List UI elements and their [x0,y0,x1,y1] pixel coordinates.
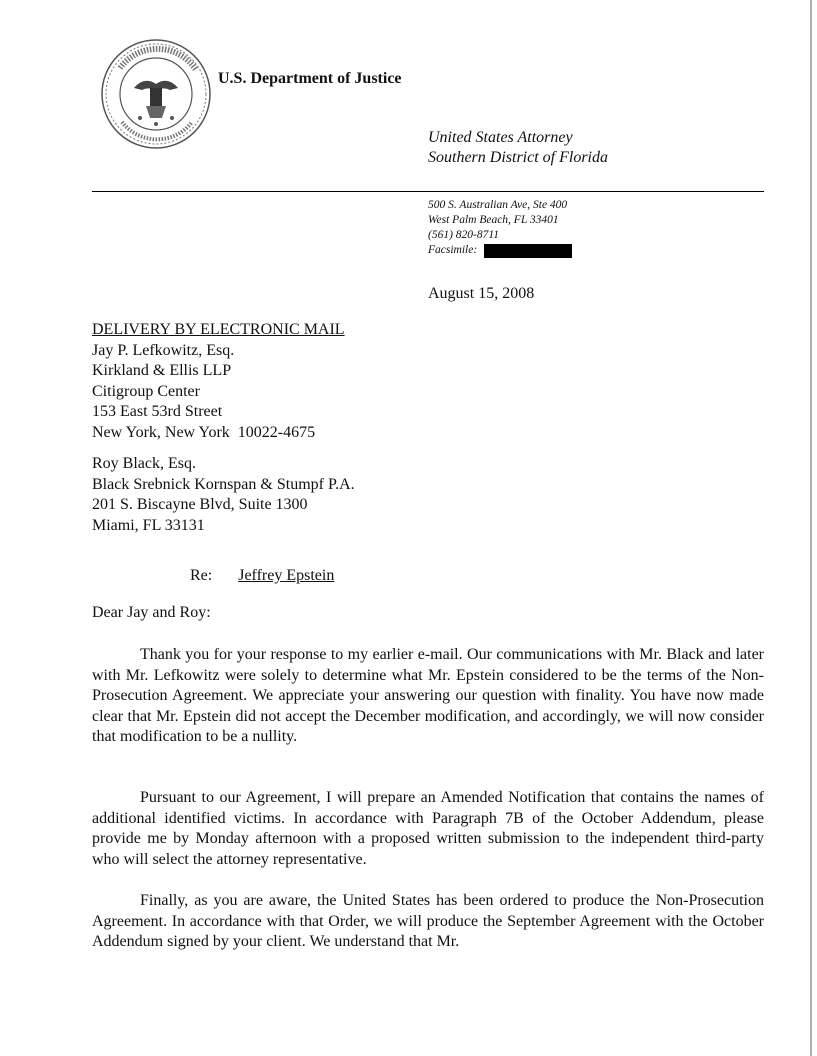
body-paragraph-2 [92,788,764,870]
address-phone: (561) 820-8711 [428,229,500,241]
letterhead-divider [92,191,764,192]
body-paragraph-3-text: Finally, as you are aware, the United States has been ordered to produce the Non-Prosecution Agreement. In accordance with that Order, we will produce the September Agreement with the October Addendum signed by your client. We understand that Mr. [92,892,764,950]
recipient-building: Citigroup Center [92,382,200,400]
delivery-method: DELIVERY BY ELECTRONIC MAIL [92,321,345,338]
agency-name: U.S. Department of Justice [218,70,402,87]
recipient-name: Roy Black, Esq. [92,455,196,472]
recipient-firm: Black Srebnick Kornspan & Stumpf P.A. [92,475,355,493]
doj-seal-logo [100,38,212,150]
letter-date: August 15, 2008 [428,285,535,302]
recipient-city: Miami, FL 33131 [92,516,205,534]
office-block [428,128,608,168]
recipient-firm: Kirkland & Ellis LLP [92,362,232,379]
re-subject: Jeffrey Epstein [238,567,335,584]
fax-line [428,243,572,258]
office-district: Southern District of Florida [428,149,608,166]
re-label: Re: [190,567,213,584]
recipient-city: New York, New York 10022-4675 [92,423,316,441]
office-title: United States Attorney [428,129,573,146]
recipient-block-2 [92,454,355,536]
recipient-block-1 [92,320,345,443]
fax-label: Facsimile: [428,244,478,256]
body-paragraph-2-text: Pursuant to our Agreement, I will prepare an Amended Notification that contains the names of additional identified victims. In accordance with Paragraph 7B of the October Addendum, please provide me by Monday afternoon with a proposed written submission to the independent third-party who will select the attorney representative. [92,789,764,868]
recipient-street: 153 East 53rd Street [92,403,223,420]
fax-redaction-box [484,244,572,258]
recipient-name: Jay P. Lefkowitz, Esq. [92,341,235,359]
address-city: West Palm Beach, FL 33401 [428,214,559,226]
body-paragraph-1 [92,645,764,748]
page-scan-edge [810,0,812,1056]
salutation: Dear Jay and Roy: [92,604,211,621]
recipient-street: 201 S. Biscayne Blvd, Suite 1300 [92,496,308,513]
office-address [428,198,572,258]
address-street: 500 S. Australian Ave, Ste 400 [428,199,568,211]
re-line [190,567,334,585]
body-paragraph-1-text: Thank you for your response to my earlier e-mail. Our communications with Mr. Black and later with Mr. Lefkowitz were solely to determine what Mr. Epstein considered to be the terms of the Non-Prosecution Agreement. We appreciate your answering our question with finality. You have now made clear that Mr. Epstein did not accept the December modification, and accordingly, we will now consider that modification to be a nullity. [92,646,764,745]
body-paragraph-3 [92,891,764,953]
